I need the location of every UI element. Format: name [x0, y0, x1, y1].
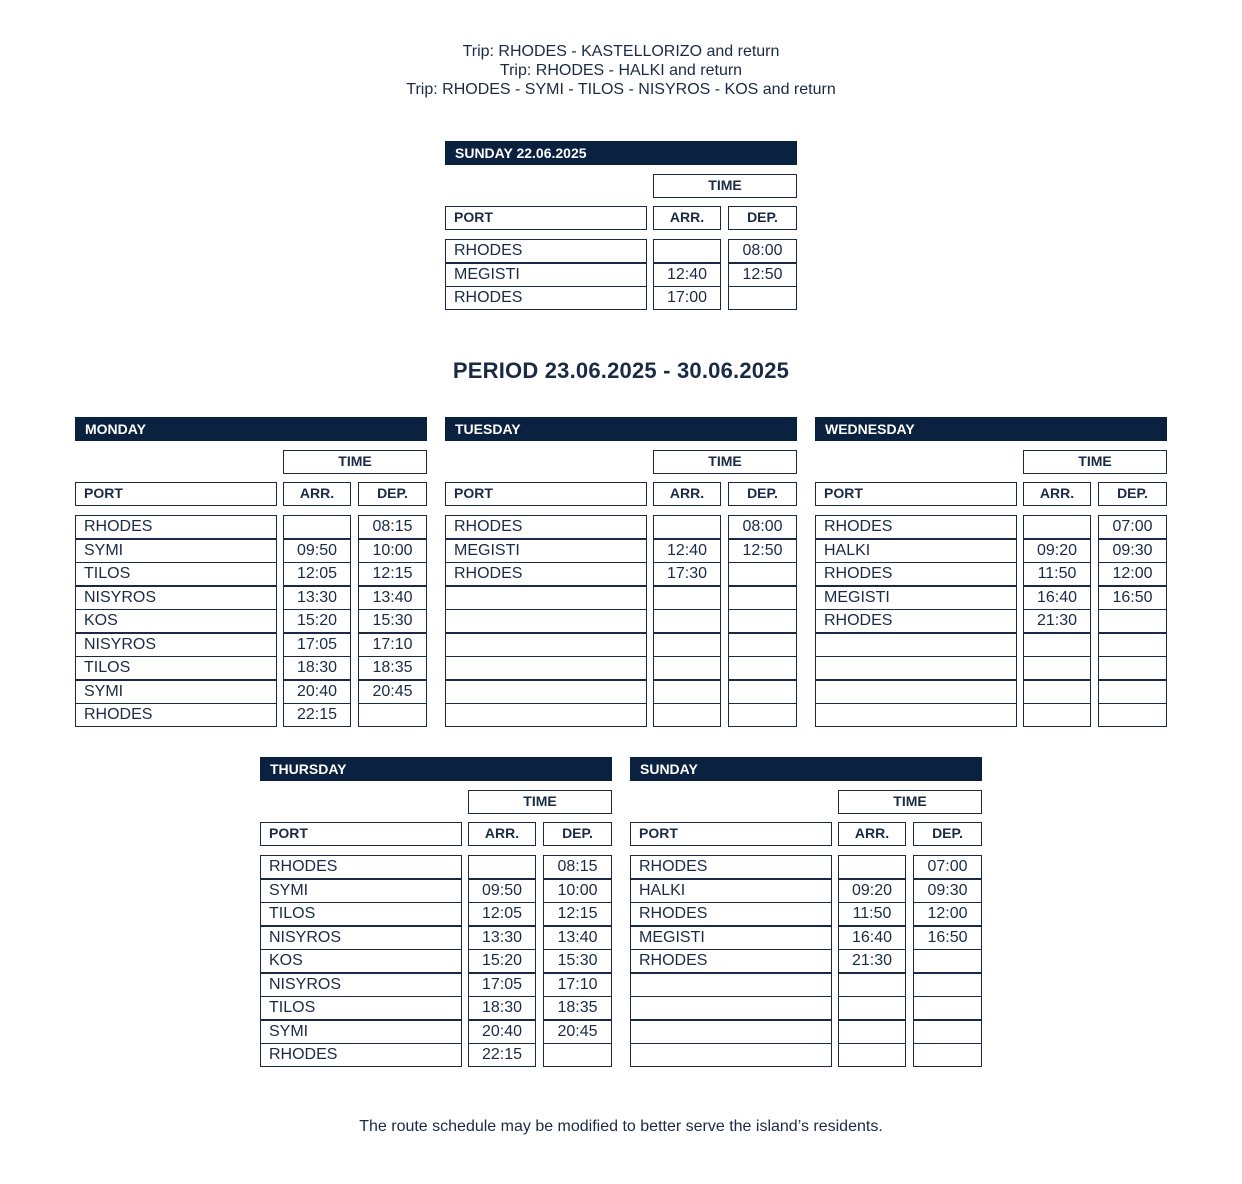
departure-time-cell: 08:15 — [358, 515, 427, 539]
port-cell: RHODES — [630, 902, 832, 926]
arrival-column-header: ARR. — [838, 822, 906, 846]
arrival-time-cell — [838, 973, 906, 997]
arrival-time-cell: 15:20 — [283, 609, 351, 633]
departure-time-cell — [543, 1043, 612, 1067]
port-cell — [445, 656, 647, 680]
port-cell: RHODES — [260, 855, 462, 879]
port-cell: RHODES — [630, 949, 832, 973]
arrival-column-header: ARR. — [1023, 482, 1091, 506]
arrival-time-cell: 21:30 — [838, 949, 906, 973]
departure-time-cell — [913, 996, 982, 1020]
departure-time-cell: 15:30 — [358, 609, 427, 633]
port-cell: RHODES — [630, 855, 832, 879]
port-cell: KOS — [75, 609, 277, 633]
port-cell — [445, 703, 647, 727]
departure-time-cell — [913, 1043, 982, 1067]
departure-column-header: DEP. — [728, 206, 797, 230]
departure-time-cell: 16:50 — [1098, 586, 1167, 610]
departure-time-cell: 12:15 — [543, 902, 612, 926]
arrival-time-cell: 13:30 — [468, 926, 536, 950]
departure-time-cell: 09:30 — [1098, 539, 1167, 563]
departure-time-cell — [728, 286, 797, 310]
departure-time-cell: 10:00 — [543, 879, 612, 903]
arrival-time-cell — [283, 515, 351, 539]
departure-time-cell: 17:10 — [358, 633, 427, 657]
departure-time-cell: 12:15 — [358, 562, 427, 586]
port-cell — [630, 1020, 832, 1044]
port-cell — [630, 996, 832, 1020]
arrival-time-cell — [838, 1020, 906, 1044]
port-column-header: PORT — [445, 482, 647, 506]
departure-time-cell: 12:00 — [1098, 562, 1167, 586]
departure-time-cell: 07:00 — [1098, 515, 1167, 539]
port-cell: HALKI — [815, 539, 1017, 563]
port-cell: RHODES — [815, 515, 1017, 539]
departure-column-header: DEP. — [913, 822, 982, 846]
port-cell: RHODES — [75, 703, 277, 727]
port-cell — [445, 586, 647, 610]
port-column-header: PORT — [815, 482, 1017, 506]
port-cell: NISYROS — [260, 973, 462, 997]
time-column-header: TIME — [653, 174, 797, 198]
arrival-time-cell: 21:30 — [1023, 609, 1091, 633]
arrival-column-header: ARR. — [283, 482, 351, 506]
departure-time-cell: 08:15 — [543, 855, 612, 879]
departure-time-cell: 13:40 — [543, 926, 612, 950]
arrival-time-cell — [653, 586, 721, 610]
arrival-time-cell: 16:40 — [1023, 586, 1091, 610]
day-header: THURSDAY — [260, 757, 612, 781]
departure-time-cell: 18:35 — [543, 996, 612, 1020]
port-cell: RHODES — [815, 562, 1017, 586]
arrival-time-cell — [653, 609, 721, 633]
arrival-time-cell: 22:15 — [283, 703, 351, 727]
arrival-column-header: ARR. — [468, 822, 536, 846]
time-column-header: TIME — [838, 790, 982, 814]
departure-time-cell — [913, 973, 982, 997]
departure-time-cell — [358, 703, 427, 727]
time-column-header: TIME — [1023, 450, 1167, 474]
day-header: SUNDAY 22.06.2025 — [445, 141, 797, 165]
port-cell: MEGISTI — [445, 539, 647, 563]
departure-time-cell — [728, 586, 797, 610]
port-cell — [630, 1043, 832, 1067]
port-cell: RHODES — [445, 286, 647, 310]
departure-time-cell — [1098, 703, 1167, 727]
day-header: SUNDAY — [630, 757, 982, 781]
port-cell: RHODES — [75, 515, 277, 539]
arrival-time-cell — [653, 515, 721, 539]
port-cell: HALKI — [630, 879, 832, 903]
arrival-time-cell — [1023, 656, 1091, 680]
port-cell: RHODES — [815, 609, 1017, 633]
port-cell: TILOS — [260, 902, 462, 926]
port-cell: SYMI — [75, 539, 277, 563]
departure-time-cell: 20:45 — [358, 680, 427, 704]
port-cell — [815, 680, 1017, 704]
arrival-time-cell: 17:05 — [283, 633, 351, 657]
departure-column-header: DEP. — [1098, 482, 1167, 506]
arrival-time-cell — [1023, 515, 1091, 539]
arrival-time-cell: 09:20 — [1023, 539, 1091, 563]
arrival-time-cell: 11:50 — [838, 902, 906, 926]
port-cell: NISYROS — [260, 926, 462, 950]
arrival-column-header: ARR. — [653, 206, 721, 230]
arrival-time-cell — [653, 239, 721, 263]
departure-time-cell — [1098, 680, 1167, 704]
port-cell: MEGISTI — [445, 263, 647, 287]
trip-line: Trip: RHODES - KASTELLORIZO and return — [462, 43, 780, 60]
arrival-time-cell — [468, 855, 536, 879]
time-column-header: TIME — [653, 450, 797, 474]
departure-time-cell — [913, 1020, 982, 1044]
time-column-header: TIME — [468, 790, 612, 814]
arrival-time-cell: 15:20 — [468, 949, 536, 973]
departure-column-header: DEP. — [728, 482, 797, 506]
port-cell: TILOS — [260, 996, 462, 1020]
departure-time-cell: 12:50 — [728, 539, 797, 563]
departure-time-cell — [728, 656, 797, 680]
arrival-time-cell — [1023, 680, 1091, 704]
arrival-time-cell — [1023, 633, 1091, 657]
port-column-header: PORT — [260, 822, 462, 846]
departure-time-cell — [728, 609, 797, 633]
port-cell: RHODES — [445, 239, 647, 263]
arrival-time-cell: 20:40 — [468, 1020, 536, 1044]
day-header: TUESDAY — [445, 417, 797, 441]
departure-time-cell: 09:30 — [913, 879, 982, 903]
port-cell: MEGISTI — [630, 926, 832, 950]
departure-time-cell: 12:50 — [728, 263, 797, 287]
port-cell — [445, 633, 647, 657]
port-cell: NISYROS — [75, 586, 277, 610]
day-header: MONDAY — [75, 417, 427, 441]
arrival-time-cell: 12:05 — [283, 562, 351, 586]
port-cell: SYMI — [75, 680, 277, 704]
arrival-time-cell: 18:30 — [283, 656, 351, 680]
day-header: WEDNESDAY — [815, 417, 1167, 441]
port-cell — [815, 703, 1017, 727]
arrival-time-cell: 12:05 — [468, 902, 536, 926]
port-cell — [445, 680, 647, 704]
arrival-time-cell: 17:00 — [653, 286, 721, 310]
port-cell: TILOS — [75, 562, 277, 586]
departure-time-cell: 08:00 — [728, 515, 797, 539]
departure-time-cell — [1098, 656, 1167, 680]
arrival-time-cell — [838, 1043, 906, 1067]
port-cell — [815, 633, 1017, 657]
departure-time-cell: 20:45 — [543, 1020, 612, 1044]
departure-time-cell: 17:10 — [543, 973, 612, 997]
departure-time-cell: 10:00 — [358, 539, 427, 563]
arrival-time-cell: 09:50 — [283, 539, 351, 563]
departure-time-cell: 12:00 — [913, 902, 982, 926]
departure-time-cell: 16:50 — [913, 926, 982, 950]
port-column-header: PORT — [75, 482, 277, 506]
arrival-time-cell — [653, 703, 721, 727]
departure-time-cell: 15:30 — [543, 949, 612, 973]
trip-line: Trip: RHODES - HALKI and return — [499, 62, 743, 79]
departure-time-cell — [913, 949, 982, 973]
port-cell: TILOS — [75, 656, 277, 680]
departure-time-cell — [728, 703, 797, 727]
departure-time-cell — [728, 680, 797, 704]
port-cell: MEGISTI — [815, 586, 1017, 610]
arrival-time-cell: 12:40 — [653, 263, 721, 287]
arrival-time-cell — [653, 680, 721, 704]
port-cell — [815, 656, 1017, 680]
port-column-header: PORT — [445, 206, 647, 230]
port-column-header: PORT — [630, 822, 832, 846]
arrival-time-cell — [653, 633, 721, 657]
port-cell — [630, 973, 832, 997]
arrival-time-cell — [1023, 703, 1091, 727]
arrival-time-cell: 17:05 — [468, 973, 536, 997]
arrival-time-cell: 20:40 — [283, 680, 351, 704]
trip-line: Trip: RHODES - SYMI - TILOS - NISYROS - KOS and return — [406, 81, 836, 98]
departure-column-header: DEP. — [358, 482, 427, 506]
arrival-time-cell: 16:40 — [838, 926, 906, 950]
departure-column-header: DEP. — [543, 822, 612, 846]
departure-time-cell — [1098, 633, 1167, 657]
arrival-time-cell: 13:30 — [283, 586, 351, 610]
departure-time-cell — [728, 633, 797, 657]
port-cell: NISYROS — [75, 633, 277, 657]
port-cell — [445, 609, 647, 633]
time-column-header: TIME — [283, 450, 427, 474]
arrival-column-header: ARR. — [653, 482, 721, 506]
port-cell: RHODES — [445, 562, 647, 586]
port-cell: SYMI — [260, 1020, 462, 1044]
arrival-time-cell: 09:50 — [468, 879, 536, 903]
trip-list — [0, 42, 1242, 99]
arrival-time-cell: 09:20 — [838, 879, 906, 903]
arrival-time-cell: 18:30 — [468, 996, 536, 1020]
arrival-time-cell — [838, 855, 906, 879]
arrival-time-cell: 12:40 — [653, 539, 721, 563]
arrival-time-cell: 17:30 — [653, 562, 721, 586]
port-cell: RHODES — [260, 1043, 462, 1067]
departure-time-cell: 18:35 — [358, 656, 427, 680]
period-title: PERIOD 23.06.2025 - 30.06.2025 — [452, 358, 790, 383]
port-cell: KOS — [260, 949, 462, 973]
port-cell: SYMI — [260, 879, 462, 903]
departure-time-cell: 08:00 — [728, 239, 797, 263]
departure-time-cell: 07:00 — [913, 855, 982, 879]
arrival-time-cell — [653, 656, 721, 680]
departure-time-cell — [728, 562, 797, 586]
footer-note: The route schedule may be modified to better serve the island’s residents. — [359, 1118, 883, 1135]
arrival-time-cell — [838, 996, 906, 1020]
departure-time-cell: 13:40 — [358, 586, 427, 610]
departure-time-cell — [1098, 609, 1167, 633]
port-cell: RHODES — [445, 515, 647, 539]
arrival-time-cell: 22:15 — [468, 1043, 536, 1067]
arrival-time-cell: 11:50 — [1023, 562, 1091, 586]
